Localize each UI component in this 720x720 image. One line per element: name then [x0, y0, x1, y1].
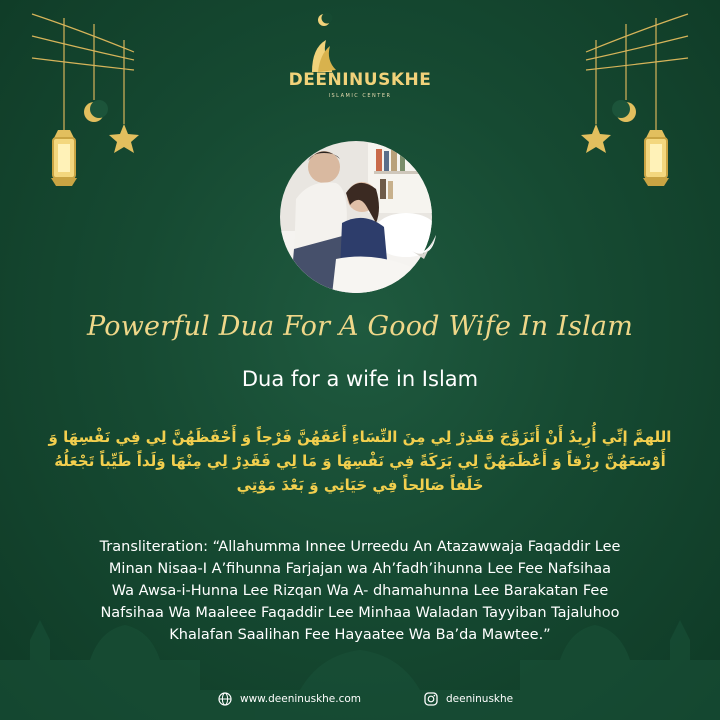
crescent-icon	[318, 13, 333, 27]
hanging-crescent-icon	[84, 100, 108, 122]
instagram-handle: deeninuskhe	[446, 693, 514, 705]
couple-photo	[276, 139, 444, 295]
hanging-star-icon	[109, 124, 139, 153]
arabic-line: خَلَفاً صَالِحاً فِي حَيَاتِي وَ بَعْدَ مَوْتِي	[236, 476, 484, 494]
globe-icon	[218, 692, 232, 706]
hanging-star-icon	[581, 124, 611, 153]
arabic-line: اللهمَّ إنِّي أُرِيدُ أَنْ أَتَزَوَّجَ فَقَدِرْ لِي مِنَ النِّسَاءِ أَعَفَهُنَّ فَرْجاً وَ أَحْفَظَهُنَّ لِي فِي نَفْسِهَا وَ	[48, 428, 672, 446]
brand-logo-dome	[312, 40, 336, 72]
transliteration-line: Khalafan Saalihan Fee Hayaatee Wa Ba’da Mawtee.”	[169, 627, 551, 643]
instagram-link[interactable]	[424, 692, 513, 706]
brand-name: DEENINUSKHE	[288, 70, 432, 90]
hanging-crescent-icon	[612, 100, 636, 122]
page-heading: Powerful Dua For A Good Wife In Islam	[86, 311, 634, 342]
website-link[interactable]	[218, 692, 361, 706]
instagram-icon	[424, 692, 438, 706]
transliteration-line: Minan Nisaa-I A’fihunna Farjajan wa Ah’fadh’ihunna Lee Fee Nafsihaa	[108, 561, 612, 577]
transliteration-line: Transliteration: “Allahumma Innee Urreedu An Atazawwaja Faqaddir Lee	[99, 539, 621, 555]
transliteration	[22, 536, 698, 646]
footer	[0, 688, 720, 718]
website-text: www.deeninuskhe.com	[240, 693, 362, 705]
arabic-dua	[42, 425, 678, 497]
brand-tagline: ISLAMIC CENTER	[328, 93, 392, 99]
transliteration-line: Wa Awsa-i-Hunna Lee Rizqan Wa A- dhamahunna Lee Barakatan Fee	[111, 583, 609, 599]
transliteration-line: Nafsihaa Wa Maaleee Faqaddir Lee Minhaa Waladan Tayyiban Tajaluhoo	[100, 605, 620, 621]
hanging-lantern-icon	[643, 130, 669, 186]
hanging-lantern-icon	[51, 130, 77, 186]
page-subheading: Dua for a wife in Islam	[241, 367, 479, 391]
arabic-line: أَوْسَعَهُنَّ رِزْقاً وَ أَعْظَمَهُنَّ لِي بَرَكَةً فِي نَفْسِهَا وَ مَا لِي فَقَدِرْ لِي مِنْهَا وَلَداً طَيِّباً تَجْعَلُهُ	[54, 452, 666, 470]
